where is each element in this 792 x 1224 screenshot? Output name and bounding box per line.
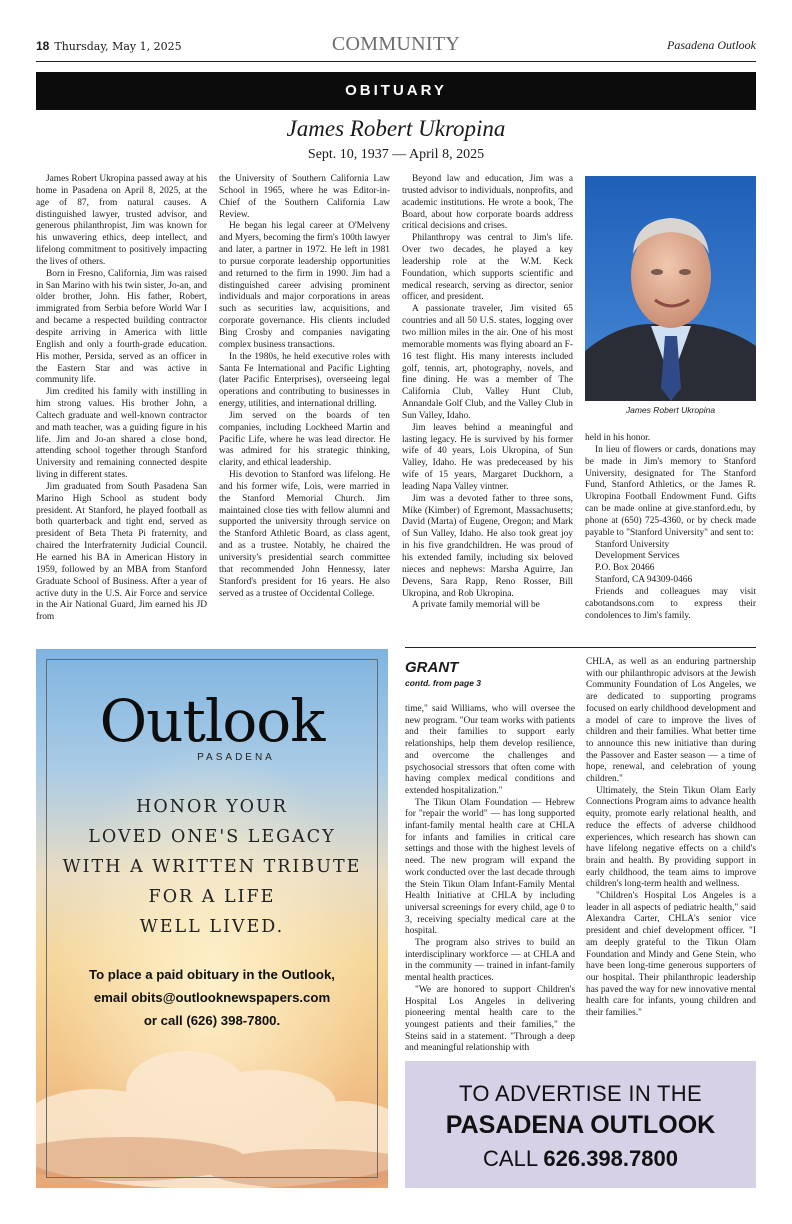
paragraph: The program also strives to build an interdisciplinary workforce — at CHLA and in the community — trained in infant-family mental health practices. <box>405 938 575 984</box>
paragraph: His devotion to Stanford was lifelong. He and his former wife, Lois, were married in the Stanford Memorial Church. Jim maintained close ties with fellow alumni and supported the university through service on the Stanford Athletic Board, as class agent, and as a trustee. Notably, he chaired the university's presidential search committee that recommended John Hennessy, later Stanford's president for 16 years. He also served as a trustee of Occidental College. <box>219 470 390 599</box>
paragraph: Friends and colleagues may visit cabotandsons.com to express their condolences to Jim's family. <box>585 586 756 621</box>
obituary-column-4 <box>585 433 756 623</box>
grant-heading: GRANT <box>405 659 459 676</box>
portrait-illustration <box>585 176 756 401</box>
paragraph: In lieu of flowers or cards, donations may be made in Jim's memory to Stanford University, designated for The Stanford Fund, Stanford Athletics, or the James R. Ukropina Football Endowment Fund. Gifts can be made online at give.stanford.edu, by phone at (650) 725-4360, or by check made payable to "Stanford University" and sent to: <box>585 444 756 538</box>
ad-headline-line: FOR A LIFE <box>148 887 276 907</box>
outlook-logo-sub: PASADENA <box>197 752 275 763</box>
ad-contact-line: To place a paid obituary in the Outlook, <box>89 967 335 982</box>
paragraph: Born in Fresno, California, Jim was raised in San Marino with his twin sister, Jo-an, and older brother, John. His father, Robert, immigrated from Serbia before World War I and became a respected building contractor despite arriving in America with little English and only a fourth-grade education. His mother, Persida, served as an officer in the Eastern Star and was active in community life. <box>36 268 207 386</box>
obituary-banner: OBITUARY <box>36 72 756 110</box>
outlook-obituary-ad <box>36 649 388 1188</box>
address-line: Development Services <box>595 551 680 562</box>
address-line: Stanford, CA 94309-0466 <box>595 575 693 586</box>
ad-headline-line: WELL LIVED. <box>139 917 285 937</box>
obituary-column-2 <box>219 174 390 600</box>
paragraph: He began his legal career at O'Melveny and Myers, becoming the firm's 100th lawyer and later, a partner in 1972. He left in 1981 to pursue corporate leadership opportunities and returned to the firm in 1990. Jim had a distinguished career advising prominent individuals and major corporations in areas such as securities law, acquisitions, and corporate governance. His clients included Bing Crosby and companies navigating complex business transactions. <box>219 221 390 350</box>
page-folio <box>36 39 182 53</box>
ad-headline-line: HONOR YOUR <box>136 797 288 817</box>
paragraph: time," said Williams, who will oversee the new program. "Our team works with patients and their families to support early relationships, help them develop resilience, and overcome the challenges and psychosocial stressors that often come with having complex medical conditions and extended hospitalization." <box>405 704 575 796</box>
paragraph: James Robert Ukropina passed away at his home in Pasadena on April 8, 2025, at the age of 87, from natural causes. A distinguished lawyer, trusted advisor, and generous philanthropist, Jim was known for his unwavering ethics, deep intellect, and lifelong commitment to positively impacting the lives of others. <box>36 174 207 267</box>
ad-contact-phone: or call (626) 398-7800. <box>143 1013 281 1028</box>
ad-contact-email[interactable]: email obits@outlooknewspapers.com <box>93 990 331 1005</box>
grant-jump-line: contd. from page 3 <box>405 678 482 688</box>
obituary-column-1 <box>36 174 207 624</box>
paragraph: the University of Southern California Law School in 1965, where he was Editor-in-Chief of the Southern California Law Review. <box>219 174 390 220</box>
obituary-name: James Robert Ukropina <box>286 116 506 141</box>
paragraph: "Children's Hospital Los Angeles is a leader in all aspects of pediatric health," said Alexandra Carter, CHLA's senior vice president and chief development officer. "I am deeply grateful to the Tikun Olam Foundation and Mindy and Gene Stein, who have been long-time generous supporters of our hospital. Their philanthropic leadership has paved the way for new innovative mental health care for infants, young children and their families." <box>586 891 756 1019</box>
paragraph: Ultimately, the Stein Tikun Olam Early Connections Program aims to advance health equity, promote early relational health, and reduce the effects of adverse childhood experiences, which research has shown can have lifelong negative effects on a child's brain and health. By providing support in early childhood, the team aims to improve children's long-term health and wellness. <box>586 785 756 890</box>
paragraph: In the 1980s, he held executive roles with Santa Fe International and Pacific Lighting (later Pacific Enterprises), overseeing legal operations and contributing to businesses in energy, utilities, and international drilling. <box>219 351 390 410</box>
paragraph: Beyond law and education, Jim was a trusted advisor to individuals, nonprofits, and academic institutions. He wrote a book, The Board, about how corporate boards address critical decisions and crises. <box>402 174 573 232</box>
page-number: 18 <box>36 39 50 53</box>
paragraph: Jim graduated from South Pasadena San Marino High School as student body president. At Stanford, he played football as both quarterback and tight end, served as president of Beta Theta Pi fraternity, and chaired the Interfraternity Judicial Council. He earned his BA in American History in 1959, followed by an MBA from Stanford Graduate School of Business. After a year of active duty in the U.S. Air Force and service in the Air National Guard, Jim earned his JD from <box>36 481 207 623</box>
portrait-photo <box>585 176 756 401</box>
page-header <box>36 33 756 62</box>
advertise-phone: 626.398.7800 <box>543 1146 678 1171</box>
ad-headline-line: LOVED ONE'S LEGACY <box>88 827 336 847</box>
paragraph: CHLA, as well as an enduring partnership with our philanthropic advisors at the Jewish Community Foundation of Los Angeles, we are dedicated to supporting programs focused on early childhood development and a model of care to improve the lives of children and their families. What better time to announce this new initiative than during the Passover and Easter season — a time of hope, renewal, and celebration of young children." <box>586 657 756 785</box>
grant-column-2 <box>586 657 756 1020</box>
paragraph: Jim credited his family with instilling in him strong values. His brother John, a Caltech graduate and well-known contractor and math teacher, was a guiding figure in his life. Jim and Jo-an shared a close bond, attending school together through Stanford University and remaining connected despite living in different states. <box>36 387 207 481</box>
outlook-logo: Outlook <box>99 687 325 755</box>
grant-divider <box>405 647 756 648</box>
advertise-line-2: PASADENA OUTLOOK <box>445 1111 716 1139</box>
paragraph: The Tikun Olam Foundation — Hebrew for "repair the world" — has long supported infant-family mental health care at CHLA for infants and families in critical care settings and those with the highest levels of need. The new program will expand the work conducted over the last decade through the Stein Tikun Olam Infant-Family Mental Health Initiative at CHLA by including universal screenings for every child, age 0 to 3, receiving specialty medical care at the hospital. <box>405 797 575 937</box>
paragraph: A private family memorial will be <box>412 600 540 611</box>
paragraph: Jim leaves behind a meaningful and lasting legacy. He is survived by his former wife of 40 years, Lois Ukropina, of Sun Valley, Idaho. He was predeceased by his wife of 15 years, Margaret Duckhorn, a leading Napa Valley vintner. <box>402 422 573 492</box>
advertise-line-1: TO ADVERTISE IN THE <box>459 1081 702 1106</box>
paper-name: Pasadena Outlook <box>667 38 756 52</box>
obituary-dates: Sept. 10, 1937 — April 8, 2025 <box>307 147 485 162</box>
paragraph: A passionate traveler, Jim visited 65 countries and all 50 U.S. states, logging over two million miles in the air. One of his most memorable moments was flying aboard an F-16 test flight. His many interests included golf, tennis, art, photography, novels, and fine dining. He was a member of The California Club, Valley Hunt Club, Annandale Golf Club, and the Valley Club in Sun Valley, Idaho. <box>402 304 573 421</box>
grant-column-1 <box>405 704 575 1055</box>
advertise-call: CALL <box>483 1146 538 1171</box>
issue-date: Thursday, May 1, 2025 <box>54 40 182 53</box>
advertise-box <box>405 1061 756 1188</box>
photo-caption: James Robert Ukropina <box>625 405 716 415</box>
paragraph: Jim was a devoted father to three sons, Mike (Kimber) of Egremont, Massachusetts; David (Marta) of Eugene, Oregon; and Mark of Sun Valley, Idaho. He also took great joy in his five grandchildren. He was proud of his extended family, including six beloved nieces and nephews: Marsha Aguirre, Jan Devens, Sara Rapp, Reno Rosser, Bill Ukropina, and Rob Ukropina. <box>402 493 573 599</box>
section-title: COMMUNITY <box>331 33 461 55</box>
ad-headline-line: WITH A WRITTEN TRIBUTE <box>62 857 362 877</box>
obituary-column-3 <box>402 174 573 612</box>
address-line: Stanford University <box>595 539 670 550</box>
paragraph: Jim served on the boards of ten companies, including Lockheed Martin and Pacific Life, where he was lead director. He was admired for his strategic thinking, clarity, and ethical leadership. <box>219 410 390 469</box>
advertise-line-3 <box>405 1146 756 1172</box>
address-line: P.O. Box 20466 <box>595 563 655 574</box>
paragraph: held in his honor. <box>585 433 651 443</box>
paragraph: Philanthropy was central to Jim's life. Over two decades, he played a key leadership role at the W.M. Keck Foundation, which supports scientific and medical research, serving as director, senior officer, and president. <box>402 233 573 303</box>
paragraph: "We are honored to support Children's Hospital Los Angeles in delivering pioneering mental health care to the youngest patients and their families," the Steins said in a statement. "Through a deep and meaningful relationship with <box>405 984 575 1054</box>
